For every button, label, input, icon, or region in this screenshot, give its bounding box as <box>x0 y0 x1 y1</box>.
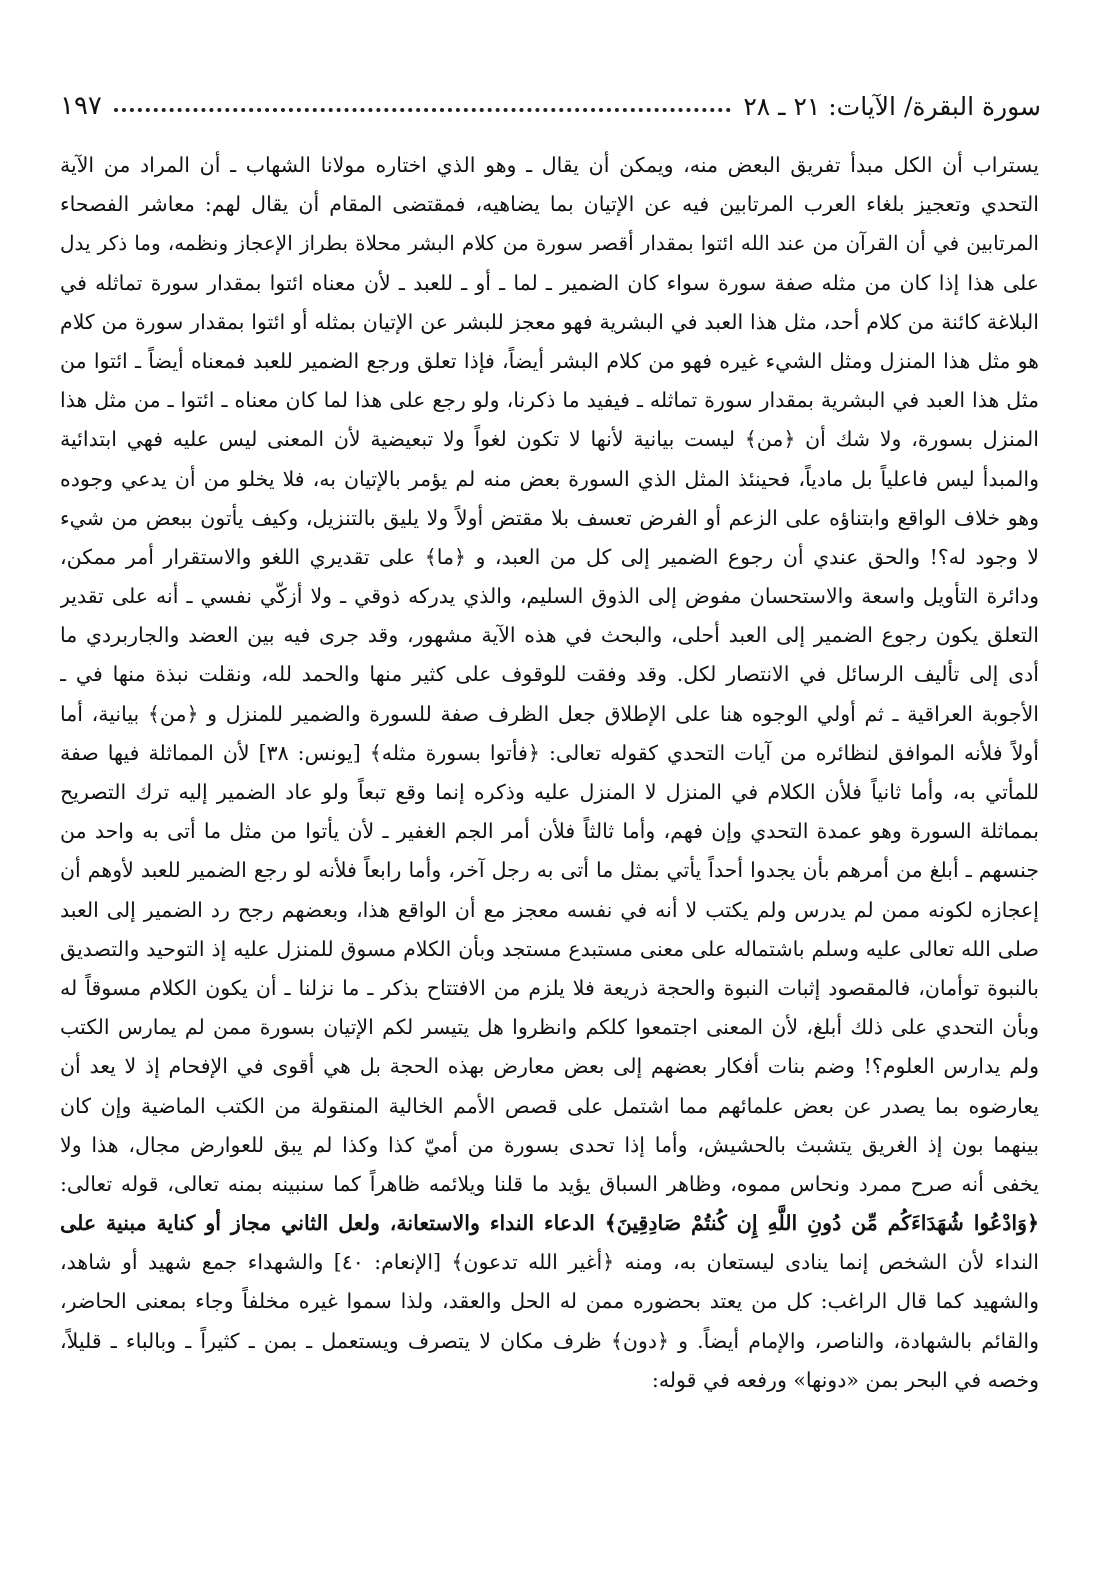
text-line: جنسهم ـ أبلغ من أمرهم بأن يجدوا أحداً يأتي بمثل ما أتى به رجل آخر، وأما رابعاً فلأنه لو رجع الضمير للعبد لأوهم أن <box>60 858 1039 883</box>
text-line: التحدي وتعجيز بلغاء العرب المرتابين فيه عن الإتيان بما يضاهيه، فمقتضى المقام أن يقال لهم: معاشر الفصحاء <box>60 192 1039 217</box>
text-line: صلى الله تعالى عليه وسلم باشتماله على معنى مستبدع مستجد وبأن الكلام مسوق للمنزل عليه إذ التوحيد والتصديق <box>60 936 1039 961</box>
text-line: والشهيد كما قال الراغب: كل من يعتد بحضوره ممن له الحل والعقد، ولذا سموا غيره مخلفاً وجاء بمعنى الحاضر، <box>60 1289 1039 1314</box>
text-line: ودائرة التأويل واسعة والاستحسان مفوض إلى الذوق السليم، والذي يدركه ذوقي ـ ولا أزكّي نفسي ـ أنه على تقدير <box>60 584 1039 609</box>
text-line: بمماثلة السورة وهو عمدة التحدي وإن فهم، وأما ثالثاً فلأن أمر الجم الغفير ـ لأن يأتوا من مثل ما أتى به واحد من <box>60 819 1039 844</box>
text-line: وهو خلاف الواقع وابتناؤه على الزعم أو الفرض تعسف بلا مقتض أولاً ولا يليق بالتنزيل، وكيف يأتون ببعض من شيء <box>60 505 1039 530</box>
text-line: للمأتي به، وأما ثانياً فلأن الكلام في المنزل لا المنزل عليه وذكره إنما وقع تبعاً ولو عاد الضمير إليه ترك التصريح <box>60 780 1039 804</box>
text-line: أولاً فلأنه الموافق لنظائره من آيات التحدي كقوله تعالى: ﴿فأتوا بسورة مثله﴾ [يونس: ٣٨] لأن المماثلة فيها صفة <box>60 740 1039 765</box>
text-line: هو مثل هذا المنزل ومثل الشيء غيره فهو من كلام البشر أيضاً، فإذا تعلق ورجع الضمير للعبد فمعناه أيضاً ـ ائتوا من <box>60 348 1039 373</box>
text-line: على هذا إذا كان من مثله صفة سورة سواء كان الضمير ـ لما ـ أو ـ للعبد ـ لأن معناه ائتوا بمقدار سورة تماثله في <box>60 270 1039 295</box>
text-line: المنزل بسورة، ولا شك أن ﴿من﴾ ليست بيانية لأنها لا تكون لغواً ولا تبعيضية لأن المعنى ليس عليه فهي ابتدائية <box>60 427 1039 452</box>
text-line: وبأن التحدي على ذلك أبلغ، لأن المعنى اجتمعوا كلكم وانظروا هل يتيسر لكم الإتيان بسورة ممن لم يمارس الكتب <box>60 1015 1039 1040</box>
text-line: يخفى أنه صرح ممرد ونحاس مموه، وظاهر السباق يؤيد ما قلنا ويلائمه ظاهراً كما سنبينه بمنه تعالى، قوله تعالى: <box>60 1171 1039 1196</box>
text-line: ولم يدارس العلوم؟! وضم بنات أفكار بعضهم إلى بعض معارض بهذه الحجة بل هي أقوى في الإفحام إذ لا يعد أن <box>60 1054 1039 1079</box>
text-line: لا وجود له؟! والحق عندي أن رجوع الضمير إلى كل من العبد، و ﴿ما﴾ على تقديري اللغو والاستقرار أمر ممكن، <box>60 544 1039 569</box>
body-text <box>60 146 1039 1400</box>
quran-verse-line: ﴿وَادْعُوا شُهَدَاءَكُم مِّن دُونِ اللَّهِ إِن كُنتُمْ صَادِقِينَ﴾ الدعاء النداء والاستعانة، ولعل الثاني مجاز أو كناية مبنية على <box>60 1211 1039 1236</box>
running-title: سورة البقرة/ الآيات: ٢١ ـ ٢٨ <box>743 91 1041 121</box>
text-line: المرتابين في أن القرآن من عند الله ائتوا بمقدار أقصر سورة من كلام البشر محلاة بطراز الإعجاز ونظمه، وما ذكر يدل <box>60 231 1039 256</box>
text-line: البلاغة كائنة من كلام أحد، مثل هذا العبد في البشرية فهو معجز للبشر عن الإتيان بمثله أو ائتوا بمقدار سورة من كلام <box>60 309 1039 334</box>
text-line: التعلق يكون رجوع الضمير إلى العبد أحلى، والبحث في هذه الآية مشهور، وقد جرى فيه بين العضد والجاربردي ما <box>60 623 1039 648</box>
text-line: يستراب أن الكل مبدأ تفريق البعض منه، ويمكن أن يقال ـ وهو الذي اختاره مولانا الشهاب ـ أن المراد من الآية <box>60 153 1039 177</box>
dotted-leader <box>114 108 731 112</box>
page-number: ١٩٧ <box>60 91 102 121</box>
text-line: بالنبوة توأمان، فالمقصود إثبات النبوة والحجة ذريعة فلا يلزم من الافتتاح بذكر ـ ما نزلنا ـ أن يكون الكلام مسوقاً له <box>60 975 1039 1000</box>
text-line: إعجازه لكونه ممن لم يدرس ولم يكتب لا أنه في نفسه معجز مع أن الواقع هذا، وبعضهم رجح رد الضمير إلى العبد <box>60 897 1039 922</box>
text-line: والقائم بالشهادة، والناصر، والإمام أيضاً. و ﴿دون﴾ ظرف مكان لا يتصرف ويستعمل ـ بمن ـ كثيراً ـ وبالباء ـ قليلاً، <box>60 1328 1039 1353</box>
text-line: النداء لأن الشخص إنما ينادى ليستعان به، ومنه ﴿أغير الله تدعون﴾ [الإنعام: ٤٠] والشهداء جمع شهيد أو شاهد، <box>60 1250 1039 1275</box>
text-line: الأجوبة العراقية ـ ثم أولي الوجوه هنا على الإطلاق جعل الظرف صفة للسورة والضمير للمنزل و ﴿من﴾ بيانية، أما <box>60 701 1039 726</box>
text-line: مثل هذا العبد في البشرية بمقدار سورة تماثله ـ فيفيد ما ذكرنا، ولو رجع على هذا لما كان معناه ـ ائتوا ـ من مثل هذا <box>60 388 1039 413</box>
text-line: يعارضوه بما يصدر عن بعض علمائهم مما اشتمل على قصص الأمم الخالية المنقولة من الكتب الماضية وإن كان <box>60 1093 1039 1118</box>
text-line: أدى إلى تأليف الرسائل في الانتصار لكل. وقد وفقت للوقوف على كثير منها والحمد لله، ونقلت نبذة منها في ـ <box>60 662 1039 687</box>
text-line-last: وخصه في البحر بمن «دونها» ورفعه في قوله: <box>651 1367 1039 1392</box>
text-line: والمبدأ ليس فاعلياً بل مادياً، فحينئذ المثل الذي السورة بعض منه لم يؤمر بالإتيان به، فلا يخلو من أن يدعي وجوده <box>60 466 1039 491</box>
text-line: بينهما بون إذ الغريق يتشبث بالحشيش، وأما إذا تحدى بسورة من أميّ كذا وكذا لم يبق للعوارض مجال، هذا ولا <box>60 1132 1039 1157</box>
running-header <box>60 86 1041 126</box>
